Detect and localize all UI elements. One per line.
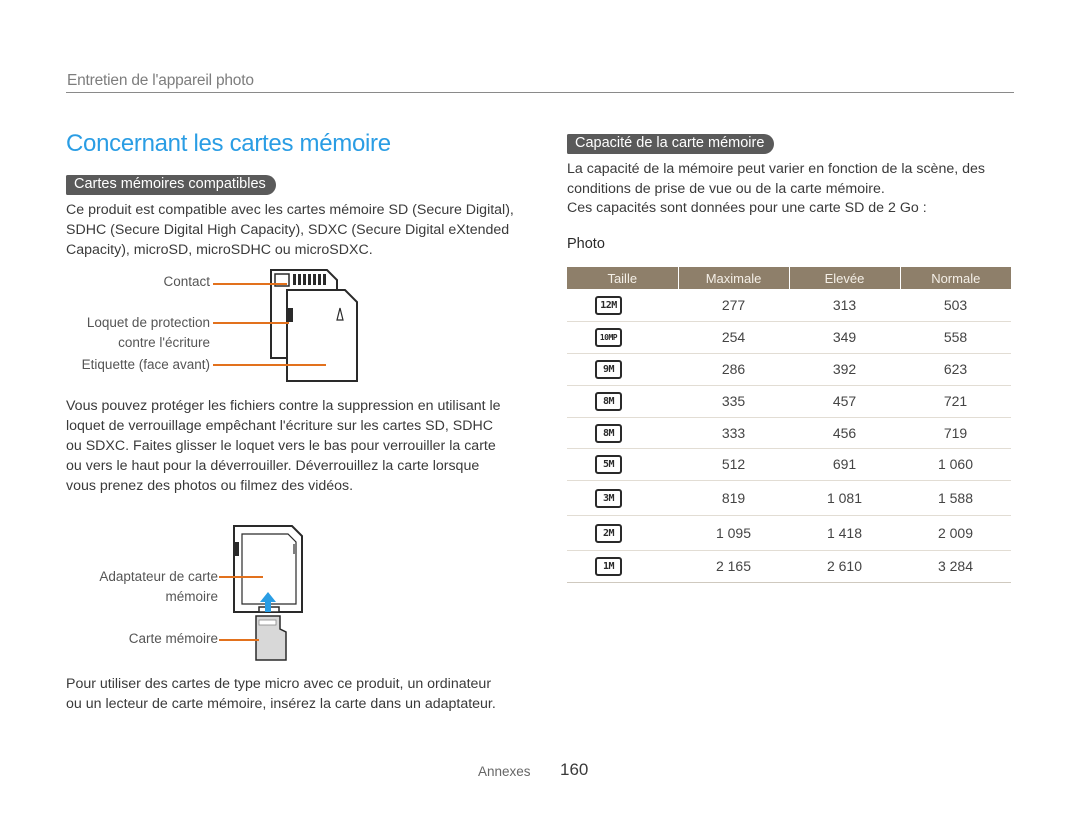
footer-section: Annexes [478,764,531,779]
size-8m-wide-icon: 8M [595,424,622,443]
column-header-normal: Normale [900,267,1011,289]
size-12m-icon: 12M [595,296,622,315]
value-cell-max: 512 [678,448,789,480]
label-memory-card: Carte mémoire [128,631,218,646]
label-adapter: Adaptateur de carte [99,569,218,584]
adapter-illustration [230,524,305,664]
size-5m-icon: 5M [595,455,622,474]
value-cell-high: 457 [789,385,900,417]
value-cell-normal: 623 [900,353,1011,385]
leader-line-lock [213,322,289,324]
value-cell-high: 349 [789,321,900,353]
table-row [567,515,1011,550]
value-cell-normal: 558 [900,321,1011,353]
size-1m-icon: 1M [595,557,622,576]
leader-line-front-label [213,364,326,366]
value-cell-max: 819 [678,480,789,515]
size-cell [567,448,678,480]
label-lock-line-2: contre l'écriture [118,335,210,350]
sd-card-illustration [265,268,360,386]
size-cell [567,417,678,448]
value-cell-max: 254 [678,321,789,353]
value-cell-high: 691 [789,448,900,480]
page-title: Concernant les cartes mémoire [66,130,391,157]
section-label-text: Cartes mémoires compatibles [66,175,276,195]
column-header-size: Taille [567,267,678,289]
size-cell [567,515,678,550]
size-8m-icon: 8M [595,392,622,411]
value-cell-normal: 721 [900,385,1011,417]
value-cell-high: 456 [789,417,900,448]
table-row [567,385,1011,417]
page-number: 160 [560,760,589,779]
leader-line-contact [213,283,287,285]
section-label-capacity [567,134,774,154]
label-adapter-line-2: mémoire [165,589,218,604]
table-header-row [567,267,1011,289]
running-header: Entretien de l'appareil photo [67,72,254,89]
label-lock: Loquet de protection [86,315,210,330]
value-cell-high: 1 081 [789,480,900,515]
size-2m-icon: 2M [595,524,622,543]
lock-paragraph: Vous pouvez protéger les fichiers contre la suppression en utilisant le loquet de verrouillage empêchant l'écriture sur les cartes SD, SDHC ou SDXC. Faites glisser le loquet vers le bas pour verrouiller la carte ou vers le haut pour la déverrouiller. Déverrouillez la carte lorsque vous prenez des photos ou filmez des vidéos. [66,398,501,494]
capacity-note: Ces capacités sont données pour une carte SD de 2 Go : [567,200,927,216]
size-9m-icon: 9M [595,360,622,379]
table-row [567,550,1011,582]
size-cell [567,321,678,353]
value-cell-max: 333 [678,417,789,448]
table-row [567,353,1011,385]
table-row [567,448,1011,480]
value-cell-high: 1 418 [789,515,900,550]
value-cell-max: 2 165 [678,550,789,582]
size-cell [567,353,678,385]
capacity-table [567,267,1011,583]
label-contact: Contact [163,274,210,289]
size-3m-icon: 3M [595,489,622,508]
label-front-label: Etiquette (face avant) [81,357,210,372]
value-cell-normal: 1 060 [900,448,1011,480]
leader-line-adapter [219,576,263,578]
header-divider [66,92,1014,93]
section-label-compatible-cards [66,175,276,195]
value-cell-normal: 1 588 [900,480,1011,515]
value-cell-normal: 503 [900,289,1011,321]
value-cell-high: 392 [789,353,900,385]
value-cell-high: 313 [789,289,900,321]
capacity-paragraph: La capacité de la mémoire peut varier en fonction de la scène, des conditions de prise de vue ou de la carte mémoire. [567,161,985,197]
photo-heading: Photo [567,236,605,252]
value-cell-normal: 3 284 [900,550,1011,582]
table-row [567,321,1011,353]
table-row [567,289,1011,321]
size-cell [567,480,678,515]
column-header-high: Elevée [789,267,900,289]
value-cell-normal: 719 [900,417,1011,448]
size-10mp-icon: 10MP [595,328,622,347]
table-row [567,480,1011,515]
value-cell-max: 286 [678,353,789,385]
micro-card-paragraph: Pour utiliser des cartes de type micro avec ce produit, un ordinateur ou un lecteur de carte mémoire, insérez la carte dans un adaptateur. [66,676,496,712]
section-label-text: Capacité de la carte mémoire [567,134,774,154]
leader-line-memory-card [219,639,259,641]
size-cell [567,385,678,417]
size-cell [567,289,678,321]
size-cell [567,550,678,582]
compatibility-paragraph: Ce produit est compatible avec les cartes mémoire SD (Secure Digital), SDHC (Secure Digital High Capacity), SDXC (Secure Digital eXtended Capacity), microSD, microSDHC ou microSDXC. [66,202,514,258]
value-cell-max: 1 095 [678,515,789,550]
table-row [567,417,1011,448]
value-cell-high: 2 610 [789,550,900,582]
column-header-maximum: Maximale [678,267,789,289]
value-cell-max: 335 [678,385,789,417]
value-cell-max: 277 [678,289,789,321]
value-cell-normal: 2 009 [900,515,1011,550]
